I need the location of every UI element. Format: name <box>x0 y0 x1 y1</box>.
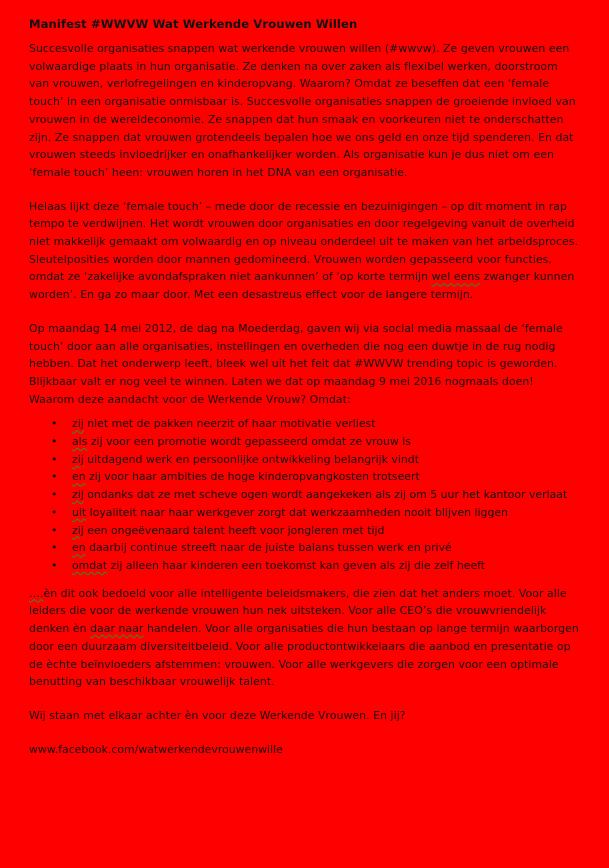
spellcheck-word: daar naar <box>90 622 144 636</box>
list-item-text: zij voor haar ambities de hoge kinderopvangkosten trotseert <box>85 470 420 484</box>
list-item <box>51 557 579 575</box>
paragraph-dedication-text-2: handelen. Voor alle organisaties die hun bestaan op lange termijn waarborgen door een duurzaam diversiteitbeleid. Voor alle productontwikkelaars die aanbod en presentatie op de èchte beïnvloeders afstemmen: vrouwen. Voor alle werkgevers die zorgen voor een optimale benutting van beschikbaar vrouwelijk talent. <box>29 622 579 689</box>
list-item-text: zij alleen haar kinderen een toekomst kan geven als zij die zelf heeft <box>107 558 486 572</box>
list-item-text: uitdagend werk en persoonlijke ontwikkeling belangrijk vindt <box>83 452 419 466</box>
list-item <box>51 433 579 451</box>
bullet-icon: • <box>51 488 58 502</box>
spellcheck-word: als <box>72 435 88 449</box>
bullet-icon: • <box>51 541 58 555</box>
list-item <box>51 451 579 469</box>
reasons-list <box>29 415 579 574</box>
list-item <box>51 468 579 486</box>
spellcheck-word: zij <box>72 417 84 431</box>
bullet-icon: • <box>51 452 58 466</box>
spellcheck-word: zij <box>72 523 84 537</box>
spellcheck-word: …. <box>29 586 44 600</box>
list-item <box>51 486 579 504</box>
list-item-text: daarbij continue streeft naar de juiste balans tussen werk en privé <box>85 541 452 555</box>
list-item-text: loyaliteit naar haar werkgever zorgt dat werkzaamheden nooit blijven liggen <box>86 505 508 519</box>
spellcheck-word: en <box>72 470 86 484</box>
bullet-icon: • <box>51 417 58 431</box>
document-title: Manifest #WWVW Wat Werkende Vrouwen Willen <box>29 17 358 31</box>
list-item-text: niet met de pakken neerzit of haar motivatie verliest <box>83 417 376 431</box>
paragraph-decline <box>29 198 579 304</box>
bullet-icon: • <box>51 558 58 572</box>
bullet-icon: • <box>51 505 58 519</box>
paragraph-dedication-text-1: èn dit ook bedoeld voor alle intelligente beleidsmakers, die zien dat het anders moet. Voor alle leiders die voor de werkende vrouwen hun nek uitsteken. Voor alle CEO’s die vrouwvriendelijk denken èn <box>29 586 567 636</box>
paragraph-action: Op maandag 14 mei 2012, de dag na Moederdag, gaven wij via social media massaal de ‘female touch’ door aan alle organisaties, instellingen en overheden die nog een duwtje in de rug nodig hebben. Dat het onderwerp leeft, bleek wel uit het feit dat #WWVW trending topic is geworden. Blijkbaar valt er nog veel te winnen. Laten we dat op maandag 9 mei 2016 nogmaals doen! Waarom deze aandacht voor de Werkende Vrouw? Omdat: <box>29 321 563 406</box>
paragraph-closing: Wij staan met elkaar achter èn voor deze Werkende Vrouwen. En jij? <box>29 708 406 722</box>
spellcheck-word: en <box>72 541 86 555</box>
list-item-text: ondanks dat ze met scheve ogen wordt aangekeken als zij om 5 uur het kantoor verlaat <box>83 488 568 502</box>
bullet-icon: • <box>51 523 58 537</box>
list-item <box>51 539 579 557</box>
spellcheck-word: zij <box>72 452 84 466</box>
spellcheck-word: wel eens <box>431 270 481 284</box>
list-item <box>51 522 579 540</box>
paragraph-decline-text-1: Helaas lijkt deze ‘female touch’ – mede door de recessie en bezuinigingen – op dit moment in rap tempo te verdwijnen. Het wordt vrouwen door organisaties en door regelgeving vanuit de overheid niet makkelijk gemaakt om volwaardig en op niveau onderdeel uit te maken van het arbeidsproces. Sleutelposities worden door mannen gedomineerd. Vrouwen worden gepasseerd voor functies, omdat ze ‘zakelijke avondafspraken niet aankunnen’ of ‘op korte termijn <box>29 199 579 284</box>
list-item <box>51 415 579 433</box>
spellcheck-word: uit <box>72 505 87 519</box>
spellcheck-word: omdat <box>72 558 108 572</box>
paragraph-intro: Succesvolle organisaties snappen wat werkende vrouwen willen (#wwvw). Ze geven vrouwen een volwaardige plaats in hun organisatie. Ze denken na over zaken als flexibel werken, doorstroom van vrouwen, verlofregelingen en kinderopvang. Waarom? Omdat ze beseffen dat een ‘female touch’ in een organisatie onmisbaar is. Succesvolle organisaties snappen de groeiende invloed van vrouwen in de wereldeconomie. Ze snappen dat hun smaak en voorkeuren niet te onderschatten zijn. Ze snappen dat vrouwen grotendeels bepalen hoe we ons geld en onze tijd spenderen. En dat vrouwen steeds invloedrijker en onafhankelijker worden. Als organisatie kun je dus niet om een ‘female touch’ heen: vrouwen horen in het DNA van een organisatie. <box>29 42 576 179</box>
list-item <box>51 504 579 522</box>
facebook-link[interactable]: www.facebook.com/watwerkendevrouwenwille <box>29 742 283 756</box>
paragraph-dedication <box>29 585 579 691</box>
bullet-icon: • <box>51 435 58 449</box>
bullet-icon: • <box>51 470 58 484</box>
list-item-text: zij voor een promotie wordt gepasseerd omdat ze vrouw is <box>87 435 411 449</box>
list-item-text: een ongeëvenaard talent heeft voor jongleren met tijd <box>83 523 385 537</box>
spellcheck-word: zij <box>72 488 84 502</box>
paragraph-decline-text-2: zwanger kunnen worden’. En ga zo maar door. Met een desastreus effect voor de langere termijn. <box>29 270 575 302</box>
